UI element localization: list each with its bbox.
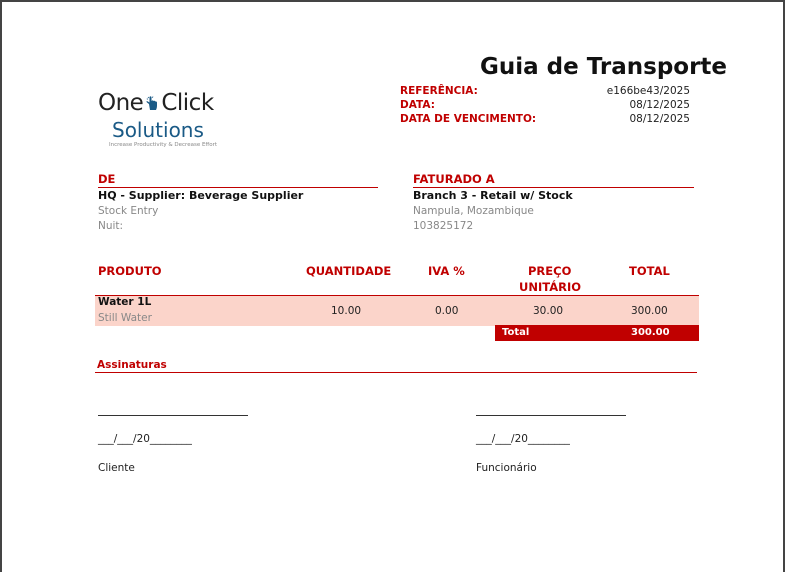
logo-wordmark-top: [98, 90, 214, 116]
from-divider: [98, 187, 378, 188]
meta-reference-label: REFERÊNCIA:: [400, 85, 478, 97]
col-header-quantity: QUANTIDADE: [306, 264, 392, 278]
signatures-divider: [95, 372, 697, 373]
table-row: [95, 295, 699, 326]
logo-tagline: Increase Productivity & Decrease Effort: [109, 142, 217, 148]
grand-total-value: 300.00: [631, 327, 670, 338]
grand-total-label: Total: [502, 327, 530, 338]
from-line1: Stock Entry: [98, 205, 159, 217]
from-name: HQ - Supplier: Beverage Supplier: [98, 189, 304, 202]
billed-to-name: Branch 3 - Retail w/ Stock: [413, 189, 573, 202]
hand-pointer-icon: [145, 95, 159, 111]
meta-reference-value: e166be43/2025: [606, 85, 690, 97]
meta-date-label: DATA:: [400, 99, 435, 111]
logo-word-click: Click: [161, 90, 214, 116]
row-vat: 0.00: [435, 305, 459, 317]
meta-date-value: 08/12/2025: [629, 99, 690, 111]
col-header-vat: IVA %: [428, 264, 465, 278]
billed-to-line1: Nampula, Mozambique: [413, 205, 534, 217]
company-logo: [98, 90, 258, 152]
col-header-unit-price-2: UNITÁRIO: [519, 280, 582, 294]
client-label: Cliente: [98, 462, 135, 474]
logo-word-solutions: Solutions: [112, 118, 204, 142]
col-header-product: PRODUTO: [98, 264, 162, 278]
billed-to-heading: FATURADO A: [413, 172, 495, 186]
billed-to-divider: [413, 187, 694, 188]
client-signature-line: [98, 415, 248, 416]
col-header-total: TOTAL: [629, 264, 670, 278]
row-quantity: 10.00: [331, 305, 362, 317]
from-line2: Nuit:: [98, 220, 124, 232]
row-product-description: Still Water: [98, 312, 152, 324]
col-header-unit-price-1: PREÇO: [528, 264, 572, 278]
logo-word-one: One: [98, 90, 144, 116]
client-date-field: ___/___/20________: [98, 433, 192, 445]
row-unit-price: 30.00: [533, 305, 564, 317]
from-heading: DE: [98, 172, 116, 186]
signatures-heading: Assinaturas: [97, 359, 167, 371]
grand-total-bar: [495, 325, 699, 341]
row-product-name: Water 1L: [98, 296, 152, 308]
document-title: Guia de Transporte: [480, 54, 728, 80]
meta-due-date-value: 08/12/2025: [629, 113, 690, 125]
row-total: 300.00: [631, 305, 668, 317]
employee-signature-line: [476, 415, 626, 416]
employee-label: Funcionário: [476, 462, 537, 474]
meta-due-date-label: DATA DE VENCIMENTO:: [400, 113, 537, 125]
employee-date-field: ___/___/20________: [476, 433, 570, 445]
billed-to-line2: 103825172: [413, 220, 474, 232]
